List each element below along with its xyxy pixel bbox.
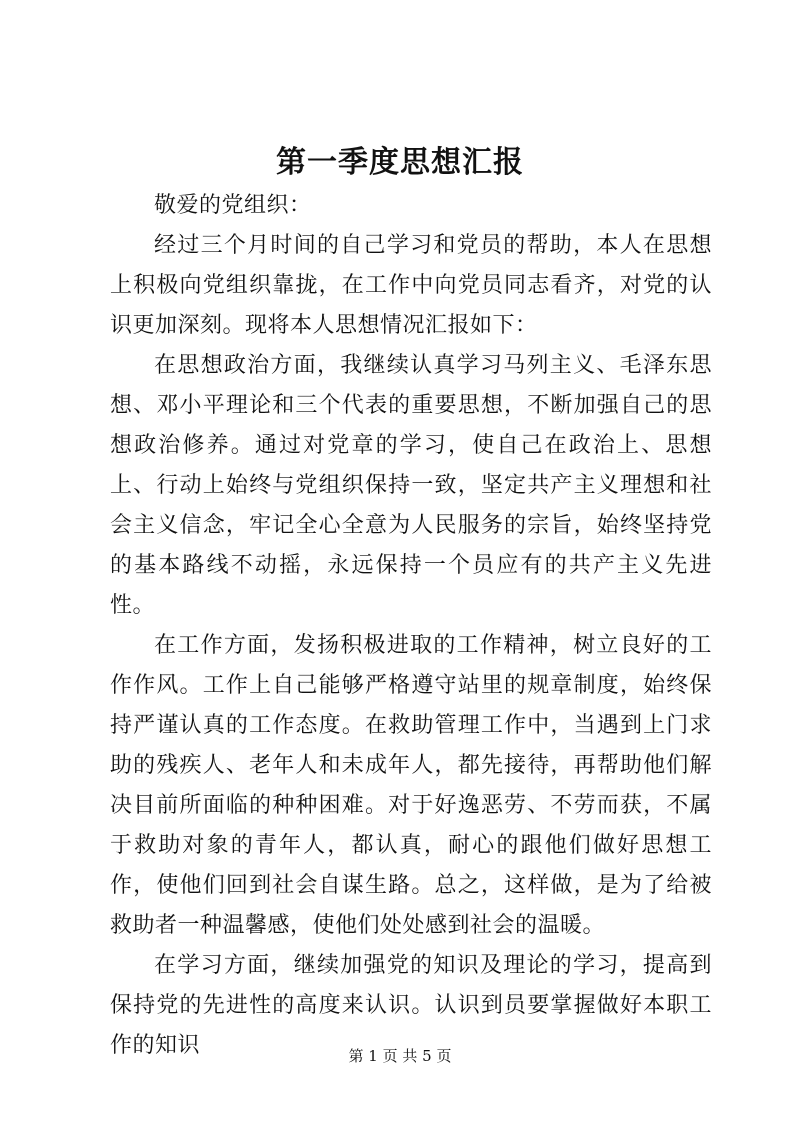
- paragraph-work: 在工作方面，发扬积极进取的工作精神，树立良好的工作作风。工作上自己能够严格遵守站里的规章制度，始终保持严谨认真的工作态度。在救助管理工作中，当遇到上门求助的残疾人、老年人和未成年人，都先接待，再帮助他们解决目前所面临的种种困难。对于好逸恶劳、不劳而获，不属于救助对象的青年人，都认真，耐心的跟他们做好思想工作，使他们回到社会自谋生路。总之，这样做，是为了给被救助者一种温馨感，使他们处处感到社会的温暖。: [110, 633, 712, 938]
- page-footer: 第 1 页 共 5 页: [348, 1047, 452, 1065]
- document-title: 第一季度思想汇报: [276, 145, 524, 180]
- paragraph-intro: 经过三个月时间的自己学习和党员的帮助，本人在思想上积极向党组织靠拢，在工作中向党员同志看齐，对党的认识更加深刻。现将本人思想情况汇报如下：: [110, 233, 712, 338]
- paragraph-political: 在思想政治方面，我继续认真学习马列主义、毛泽东思想、邓小平理论和三个代表的重要思想，不断加强自己的思想政治修养。通过对党章的学习，使自己在政治上、思想上、行动上始终与党组织保持一致，坚定共产主义理想和社会主义信念，牢记全心全意为人民服务的宗旨，始终坚持党的基本路线不动摇，永远保持一个员应有的共产主义先进性。: [110, 353, 712, 618]
- paragraph-study: 在学习方面，继续加强党的知识及理论的学习，提高到保持党的先进性的高度来认识。认识到员要掌握做好本职工作的知识: [110, 953, 712, 1058]
- salutation: 敬爱的党组织：: [154, 193, 312, 218]
- document-body: [110, 186, 712, 1066]
